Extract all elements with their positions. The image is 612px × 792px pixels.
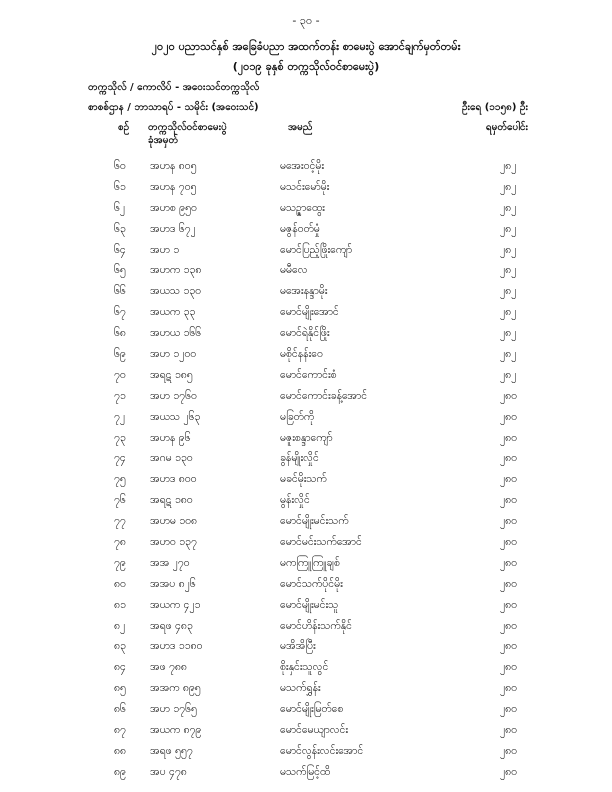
- table-row: [0, 323, 612, 344]
- roll-number: အဟန ၇၀၅: [150, 180, 197, 193]
- table-row: [0, 407, 612, 428]
- row-number: ၆၃: [114, 222, 126, 235]
- roll-number: အရဋ ၁၈၀: [150, 494, 193, 507]
- row-number: ၇၇: [114, 515, 126, 528]
- roll-number: အဟမ ၁၀၈: [150, 515, 198, 528]
- roll-number: အဟန ၉၆: [150, 431, 191, 444]
- roll-number: အဟဝ ၁၃၇: [150, 536, 197, 549]
- header-name: အမည်: [288, 122, 313, 133]
- row-number: ၇၉: [114, 556, 126, 569]
- row-number: ၇၀: [114, 368, 126, 381]
- table-row: [0, 344, 612, 365]
- student-name: မသက်မြင့်ထိ: [280, 765, 331, 778]
- row-number: ၆၂: [114, 201, 126, 214]
- total-marks: ၂၈၀: [500, 473, 518, 486]
- total-marks: ၂၈၀: [500, 556, 518, 569]
- roll-number: အဟ ၁၇၆၀: [150, 389, 197, 402]
- total-marks: ၂၈၂: [500, 327, 517, 340]
- roll-number: အပ ၄၇၈: [150, 765, 187, 778]
- roll-number: အအက ၈၉၅: [150, 682, 201, 695]
- table-row: [0, 741, 612, 762]
- roll-number: အဟန ၈၀၅: [150, 160, 197, 172]
- table-row: [0, 365, 612, 386]
- student-name: မောင်လွန်းလင်းအောင်: [280, 744, 364, 757]
- student-name: မောင်မျိုးမြတ်စေ: [280, 703, 344, 716]
- table-row: [0, 636, 612, 657]
- total-marks: ၂၈၀: [500, 389, 518, 402]
- total-marks: ၂၈၂: [500, 160, 517, 172]
- total-marks: ၂၈၂: [500, 348, 517, 361]
- header-no: စဉ်: [118, 122, 130, 133]
- table-row: [0, 219, 612, 240]
- roll-number: အဟယ ၁၆၆: [150, 327, 202, 340]
- row-number: ၈၁: [114, 598, 126, 611]
- roll-number: အဟဒ ၈၀၀: [150, 473, 197, 486]
- row-number: ၈၇: [114, 724, 126, 737]
- student-name: မောင်ဟိန်းသက်နိုင်: [280, 619, 352, 632]
- header-marks: ရမှတ်ပေါင်း: [485, 122, 528, 133]
- row-number: ၆၆: [114, 285, 126, 298]
- subject-label: စာစစ်ဌာန / ဘာသာရပ် - သမိုင်း (အဝေးသင်): [88, 102, 259, 113]
- total-marks: ၂၈၀: [500, 619, 518, 632]
- total-marks: ၂၈၀: [500, 703, 518, 716]
- row-number: ၈၉: [114, 765, 126, 778]
- student-name: မွန်းလှိုင်: [280, 494, 310, 507]
- total-marks: ၂၈၀: [500, 724, 518, 737]
- header-roll: တက္ကသိုလ်ဝင်စာမေးပွဲ: [148, 122, 227, 133]
- header-roll-sub: ခုံအမှတ်: [148, 135, 179, 146]
- table-header: [0, 120, 612, 150]
- student-name: မောင်မင်းသက်အောင်: [280, 536, 362, 549]
- row-number: ၈၃: [114, 640, 126, 653]
- total-marks: ၂၈၂: [500, 222, 517, 235]
- table-row: [0, 511, 612, 532]
- total-marks: ၂၈၀: [500, 431, 518, 444]
- roll-number: အဟ ၁: [150, 243, 180, 256]
- row-number: ၈၆: [114, 703, 126, 716]
- row-number: ၆၁: [114, 180, 126, 193]
- student-name: မအိအိပြီး: [280, 640, 316, 653]
- total-marks: ၂၈၂: [500, 180, 517, 193]
- student-name: မောင်မျိုးမင်းသူ: [280, 598, 339, 611]
- roll-number: အယသ ၁၃၀: [150, 285, 202, 298]
- results-table: [0, 156, 612, 783]
- table-row: [0, 595, 612, 616]
- roll-number: အဟ ၁၇၆၅: [150, 703, 197, 716]
- row-number: ၆၀: [114, 160, 126, 172]
- table-row: [0, 260, 612, 281]
- row-number: ၈၅: [114, 682, 126, 695]
- student-name: မစိုင်နန်းဝေ: [280, 348, 323, 361]
- table-row: [0, 302, 612, 323]
- total-marks: ၂၈၀: [500, 577, 518, 590]
- total-marks: ၂၈၀: [500, 452, 518, 465]
- table-row: [0, 281, 612, 302]
- student-name: မဇွန်ဝတ်မှုံ: [280, 222, 320, 235]
- roll-number: အအ ၂၇၀: [150, 556, 190, 569]
- total-marks: ၂၈၀: [500, 598, 518, 611]
- student-name: မသက်ရွှန်း: [280, 682, 321, 695]
- page-number: - ၃၀ -: [292, 14, 320, 27]
- roll-number: အဟစ ၉၅၀: [150, 201, 197, 214]
- row-number: ၆၅: [114, 264, 126, 277]
- roll-number: အယသ ၂၆၃: [150, 410, 201, 423]
- roll-number: အယက ၃၃: [150, 306, 196, 319]
- table-row: [0, 762, 612, 783]
- roll-number: အရဖ ၅၅၇: [150, 744, 193, 757]
- student-name: ခွန်မျိုးလှိုင်: [280, 452, 319, 465]
- table-row: [0, 490, 612, 511]
- student-name: စိုးနှင်းသူလွင်: [280, 661, 329, 674]
- table-row: [0, 448, 612, 469]
- document-subtitle: (၂၀၁၉ ခုနှစ် တက္ကသိုလ်ဝင်စာမေးပွဲ): [232, 60, 380, 73]
- student-name: မောင်ကောင်းစံ: [280, 368, 337, 381]
- total-marks: ၂၈၀: [500, 515, 518, 528]
- row-number: ၇၂: [114, 410, 126, 423]
- row-number: ၆၇: [114, 306, 126, 319]
- student-name: မောင်သက်ပိုင်မိုး: [280, 577, 343, 590]
- table-row: [0, 616, 612, 637]
- row-number: ၈၂: [114, 619, 126, 632]
- student-name: မောင်ပြည့်ဖြိုးကျော်: [280, 243, 353, 256]
- roll-number: အဟက ၁၃၈: [150, 264, 202, 277]
- roll-number: အဖ ၇၈၈: [150, 661, 187, 674]
- table-row: [0, 678, 612, 699]
- student-name: မမီလေ: [280, 264, 308, 277]
- university-label: တက္ကသိုလ် / ကောလိပ် - အဝေးသင်တက္ကသိုလ်: [88, 82, 260, 93]
- student-name: မောင်မျိုးမင်းသက်: [280, 515, 349, 528]
- total-marks: ၂၈၀: [500, 765, 518, 778]
- total-marks: ၂၈၀: [500, 410, 518, 423]
- table-row: [0, 469, 612, 490]
- row-number: ၆၈: [114, 327, 126, 340]
- row-number: ၈၄: [114, 661, 126, 674]
- document-title: ၂၀၂၀ ပညာသင်နှစ် အခြေခံပညာ အထက်တန်း စာမေးပွဲ အောင်ချက်မှတ်တမ်း: [151, 40, 461, 53]
- row-number: ၇၅: [114, 473, 126, 486]
- row-number: ၇၃: [114, 431, 126, 444]
- student-name: မကကြူကြူချစ်: [280, 556, 340, 569]
- total-marks: ၂၈၂: [500, 306, 517, 319]
- student-name: မအေးနန္ဒာမိုး: [280, 285, 328, 298]
- total-marks: ၂၈၀: [500, 661, 518, 674]
- roll-number: အယက ၈၇၉: [150, 724, 202, 737]
- roll-number: အဟဒ ၁၁၈၀: [150, 640, 203, 653]
- roll-number: အရဖ ၄၈၃: [150, 619, 193, 632]
- row-number: ၇၄: [114, 452, 126, 465]
- roll-number: အဂမ ၁၃၀: [150, 452, 193, 465]
- roll-number: အအပ ၈၂၆: [150, 577, 196, 590]
- student-name: မခင်မိုးသက်: [280, 473, 327, 486]
- student-name: မောင်မေယျာလင်း: [280, 724, 349, 737]
- total-marks: ၂၈၀: [500, 536, 518, 549]
- total-marks: ၂၈၂: [500, 285, 517, 298]
- student-name: မသင်းမော်မိုး: [280, 180, 330, 193]
- table-row: [0, 156, 612, 177]
- table-row: [0, 699, 612, 720]
- student-name: မောင်ကောင်းခန့်အောင်: [280, 389, 368, 402]
- table-row: [0, 177, 612, 198]
- total-marks: ၂၈၀: [500, 682, 518, 695]
- table-row: [0, 720, 612, 741]
- roll-number: အဟဒ ၆၇၂: [150, 222, 196, 235]
- table-row: [0, 574, 612, 595]
- total-marks: ၂၈၂: [500, 264, 517, 277]
- student-name: မအေးဝင့်မိုး: [280, 160, 324, 172]
- roll-number: အဟ ၁၂၀၀: [150, 348, 197, 361]
- total-marks: ၂၈၀: [500, 640, 518, 653]
- student-name: မောင်မျိုးအောင်: [280, 306, 339, 319]
- row-number: ၈၀: [114, 577, 126, 590]
- student-name: မောင်ရဲနိုင်ဖြိုး: [280, 327, 330, 340]
- roll-number: အယက ၄၂၁: [150, 598, 201, 611]
- total-marks: ၂၈၀: [500, 744, 518, 757]
- table-row: [0, 553, 612, 574]
- row-number: ၇၁: [114, 389, 126, 402]
- row-number: ၇၈: [114, 536, 126, 549]
- student-name: မဇူးစန္ဒာကျော်: [280, 431, 333, 444]
- table-row: [0, 386, 612, 407]
- table-row: [0, 657, 612, 678]
- total-count: ဦးရေ (၁၁၅၈) ဦး: [461, 102, 528, 113]
- total-marks: ၂၈၂: [500, 368, 517, 381]
- table-row: [0, 532, 612, 553]
- row-number: ၆၄: [114, 243, 126, 256]
- table-row: [0, 240, 612, 261]
- row-number: ၇၆: [114, 494, 126, 507]
- row-number: ၈၈: [114, 744, 126, 757]
- student-name: မသဉ္ဇာထွေး: [280, 201, 325, 214]
- table-row: [0, 428, 612, 449]
- row-number: ၆၉: [114, 348, 126, 361]
- total-marks: ၂၈၂: [500, 243, 517, 256]
- total-marks: ၂၈၀: [500, 494, 518, 507]
- roll-number: အရဋ ၁၈၅: [150, 368, 193, 381]
- table-row: [0, 198, 612, 219]
- student-name: မခြတ်ကို: [280, 410, 315, 423]
- total-marks: ၂၈၂: [500, 201, 517, 214]
